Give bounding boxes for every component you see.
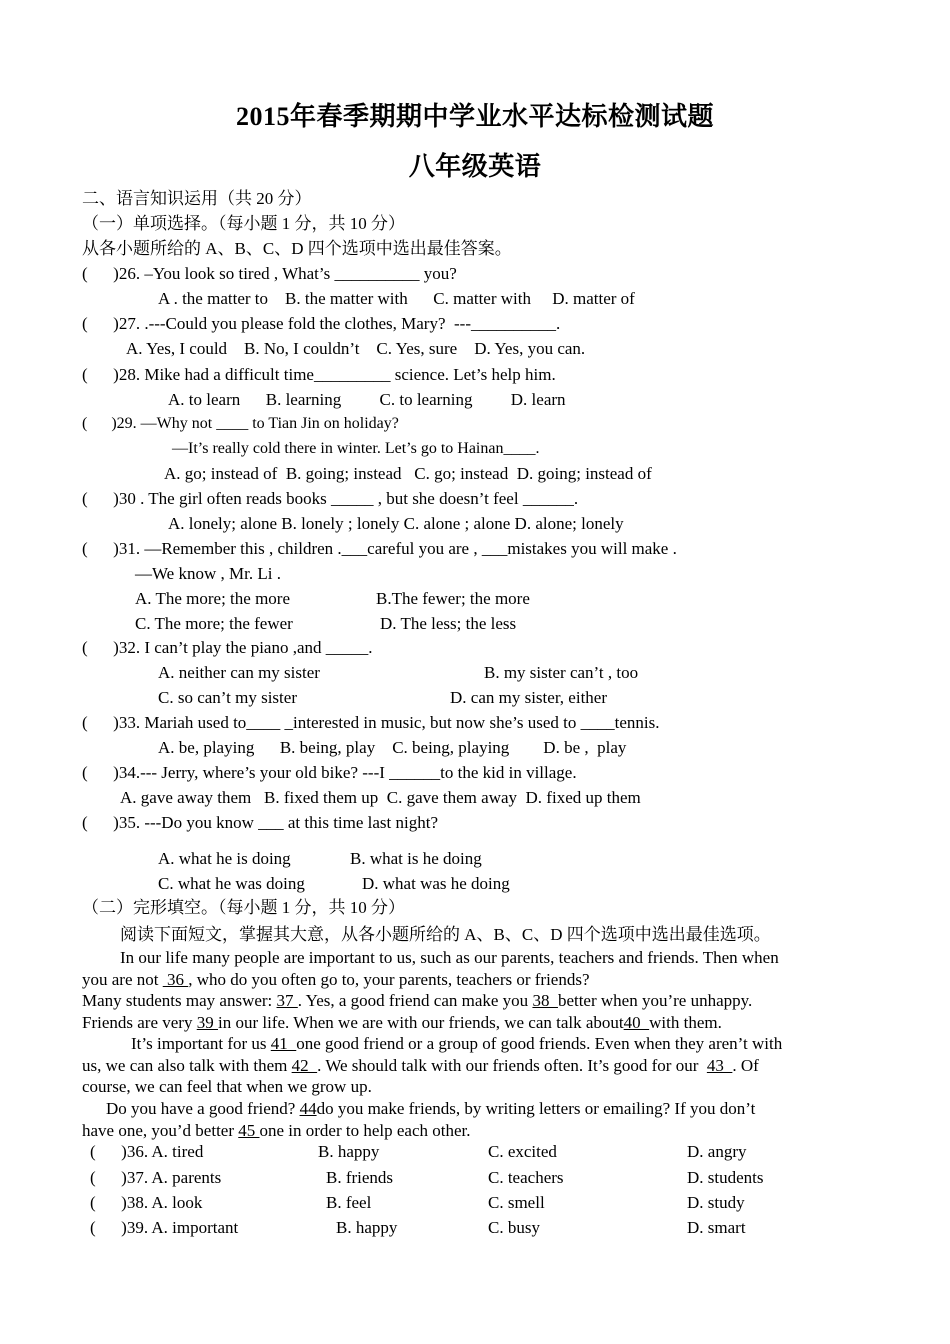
question-29: ( )29. —Why not ____ to Tian Jin on holiday?	[82, 415, 399, 432]
question-32-option-d: D. can my sister, either	[450, 688, 607, 707]
blank-41: 41	[270, 1034, 297, 1053]
blank-40: 40	[623, 1013, 650, 1032]
question-35-option-b: B. what is he doing	[350, 849, 482, 868]
part-instruction: 从各小题所给的 A、B、C、D 四个选项中选出最佳答案。	[82, 239, 512, 258]
part-heading: （一）单项选择。（每小题 1 分，共 10 分）	[82, 214, 405, 233]
cloze-instruction: 阅读下面短文，掌握其大意，从各小题所给的 A、B、C、D 四个选项中选出最佳选项。	[120, 925, 771, 944]
blank-43: 43	[706, 1056, 733, 1075]
question-31: ( )31. —Remember this , children .___careful you are , ___mistakes you will make .	[82, 539, 677, 558]
question-34: ( )34.--- Jerry, where’s your old bike? ---I ______to the kid in village.	[82, 763, 577, 782]
passage-line: have one, you’d better 45 one in order to help each other.	[82, 1121, 471, 1140]
question-29-options: A. go; instead of B. going; instead C. go; instead D. going; instead of	[164, 464, 652, 483]
question-32-option-b: B. my sister can’t , too	[484, 663, 639, 682]
question-31-reply: —We know , Mr. Li .	[135, 564, 281, 583]
question-35-option-a: A. what he is doing	[158, 849, 291, 868]
question-35-option-d: D. what was he doing	[362, 874, 510, 893]
blank-38: 38	[532, 991, 558, 1010]
blank-37: 37	[276, 991, 298, 1010]
question-30-options: A. lonely; alone B. lonely ; lonely C. alone ; alone D. alone; lonely	[168, 514, 624, 533]
question-29-reply: —It’s really cold there in winter. Let’s go to Hainan____.	[172, 440, 540, 457]
question-35-option-c: C. what he was doing	[158, 874, 305, 893]
question-28: ( )28. Mike had a difficult time_________ science. Let’s help him.	[82, 365, 556, 384]
question-35: ( )35. ---Do you know ___ at this time last night?	[82, 813, 439, 832]
passage-line: In our life many people are important to us, such as our parents, teachers and friends. Then when	[120, 948, 779, 967]
question-34-options: A. gave away them B. fixed them up C. gave them away D. fixed up them	[120, 788, 641, 807]
question-31-option-b: B.The fewer; the more	[376, 589, 530, 608]
cloze-question-36: ( )36. A. tired B. happy C. excited D. angry	[90, 1142, 747, 1161]
passage-line: It’s important for us 41 one good friend or a group of good friends. Even when they aren’t with	[131, 1034, 783, 1053]
exam-title: 2015年春季期期中学业水平达标检测试题	[235, 102, 714, 131]
cloze-question-38: ( )38. A. look B. feel C. smell D. study	[90, 1193, 745, 1212]
question-26-options: A . the matter to B. the matter with C. matter with D. matter of	[158, 289, 635, 308]
passage-line: Many students may answer: 37 . Yes, a good friend can make you 38 better when you’re unhappy.	[82, 991, 753, 1010]
passage-line: Friends are very 39 in our life. When we are with our friends, we can talk about40 with them.	[82, 1013, 722, 1032]
exam-subtitle: 八年级英语	[408, 152, 542, 181]
cloze-question-39: ( )39. A. important B. happy C. busy D. smart	[90, 1218, 746, 1237]
cloze-heading: （二）完形填空。（每小题 1 分，共 10 分）	[82, 898, 405, 917]
question-31-option-c: C. The more; the fewer	[135, 614, 293, 633]
question-32-option-a: A. neither can my sister	[158, 663, 320, 682]
blank-39: 39	[196, 1013, 218, 1032]
question-27: ( )27. .---Could you please fold the clothes, Mary? ---__________.	[82, 314, 561, 333]
cloze-question-37: ( )37. A. parents B. friends C. teachers D. students	[90, 1168, 764, 1187]
blank-42: 42	[291, 1056, 318, 1075]
question-33-options: A. be, playing B. being, play C. being, playing D. be , play	[158, 738, 627, 757]
section-heading: 二、语言知识运用（共 20 分）	[82, 189, 312, 208]
blank-44: 44	[299, 1099, 317, 1118]
question-30: ( )30 . The girl often reads books _____ , but she doesn’t feel ______.	[82, 489, 579, 508]
blank-36: 36	[162, 970, 189, 989]
passage-line: us, we can also talk with them 42 . We should talk with our friends often. It’s good for our 43 . Of	[82, 1056, 759, 1075]
question-32-option-c: C. so can’t my sister	[158, 688, 297, 707]
passage-line: Do you have a good friend? 44do you make friends, by writing letters or emailing? If you don’t	[106, 1099, 756, 1118]
question-31-option-a: A. The more; the more	[135, 589, 291, 608]
blank-45: 45	[238, 1121, 260, 1140]
passage-line: you are not 36 , who do you often go to, your parents, teachers or friends?	[82, 970, 590, 989]
question-33: ( )33. Mariah used to____ _interested in music, but now she’s used to ____tennis.	[82, 713, 660, 732]
question-31-option-d: D. The less; the less	[380, 614, 517, 633]
passage-line: course, we can feel that when we grow up.	[82, 1077, 372, 1096]
question-32: ( )32. I can’t play the piano ,and _____.	[82, 638, 373, 657]
question-26: ( )26. –You look so tired , What’s __________ you?	[82, 264, 457, 283]
question-27-options: A. Yes, I could B. No, I couldn’t C. Yes, sure D. Yes, you can.	[126, 339, 586, 358]
question-28-options: A. to learn B. learning C. to learning D. learn	[168, 390, 566, 409]
